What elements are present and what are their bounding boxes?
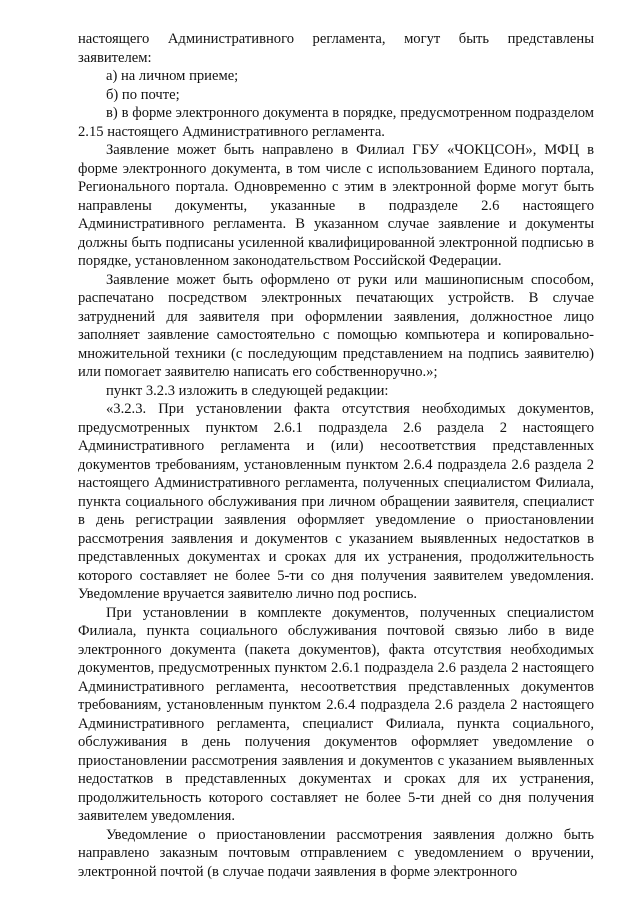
list-item-c: в) в форме электронного документа в порядке, предусмотренном подразделом 2.15 настоящего Административного регламента. — [78, 105, 594, 140]
paragraph-electronic-form: Заявление может быть направлено в Филиал ГБУ «ЧОКЦСОН», МФЦ в форме электронного документа, в том числе с использованием Единого портала, Регионального портала. Одновременно с этим в электронной форме могут быть направлены документы, указанные в подразделе 2.6 настоящего Административного регламента. В указанном случае заявление и документы должны быть подписаны усиленной квалифицированной электронной подписью в порядке, установленном законодательством Российской Федерации. — [78, 142, 594, 269]
paragraph-handwritten: Заявление может быть оформлено от руки или машинописным способом, распечатано посредством электронных печатающих устройств. В случае затруднений для заявителя при оформлении заявления, должностное лицо заполняет заявление самостоятельно с помощью компьютера и копировально-множительной техники (с последующим представлением на подпись заявителю) или помогает заявителю написать его собственноручно.»; — [78, 271, 594, 380]
paragraph-notification: Уведомление о приостановлении рассмотрения заявления должно быть направлено заказным почтовым отправлением с уведомлением о вручении, электронной почтой (в случае подачи заявления в форме электронного — [78, 826, 594, 880]
paragraph-postal-electronic: При установлении в комплекте документов, полученных специалистом Филиала, пункта социального обслуживания почтовой связью либо в виде электронного документа (пакета документов), факта отсутствия необходимых документов, предусмотренных пунктом 2.6.1 подраздела 2.6 раздела 2 настоящего Административного регламента, несоответствия представленных документов требованиям, установленным пунктом 2.6.4 подраздела 2.6 раздела 2 настоящего Административного регламента, специалист Филиала, пункта социального, обслуживания в день получения документов оформляет уведомление о приостановлении рассмотрения заявления и документов с указанием выявленных недостатков в представленных документах и сроках для их устранения, продолжительность которого составляет не более 5-ти дней со дня получения заявителем уведомления. — [78, 604, 594, 824]
list-item-a: а) на личном приеме; — [106, 68, 239, 84]
paragraph-clause-3-2-3-intro: пункт 3.2.3 изложить в следующей редакции: — [106, 382, 389, 399]
paragraph-intro: настоящего Административного регламента, могут быть представлены заявителем: — [78, 31, 594, 66]
paragraph-clause-3-2-3: «3.2.3. При установлении факта отсутствия необходимых документов, предусмотренных пунктом 2.6.1 подраздела 2.6 раздела 2 настоящего Административного регламента и (или) несоответствия представленных документов требованиям, установленным пунктом 2.6.4 подраздела 2.6 раздела 2 настоящего Административного регламента, полученных специалистом Филиала, пункта социального обслуживания при личном обращении заявителя, специалист в день регистрации заявления оформляет уведомление о приостановлении рассмотрения заявления и документов с указанием выявленных недостатков в представленных документах и сроках для их устранения, продолжительность которого составляет не более 5-ти со дня получения заявителем уведомления. Уведомление вручается заявителю лично под роспись. — [78, 401, 594, 602]
list-item-b: б) по почте; — [106, 86, 180, 103]
document-page — [78, 30, 594, 881]
